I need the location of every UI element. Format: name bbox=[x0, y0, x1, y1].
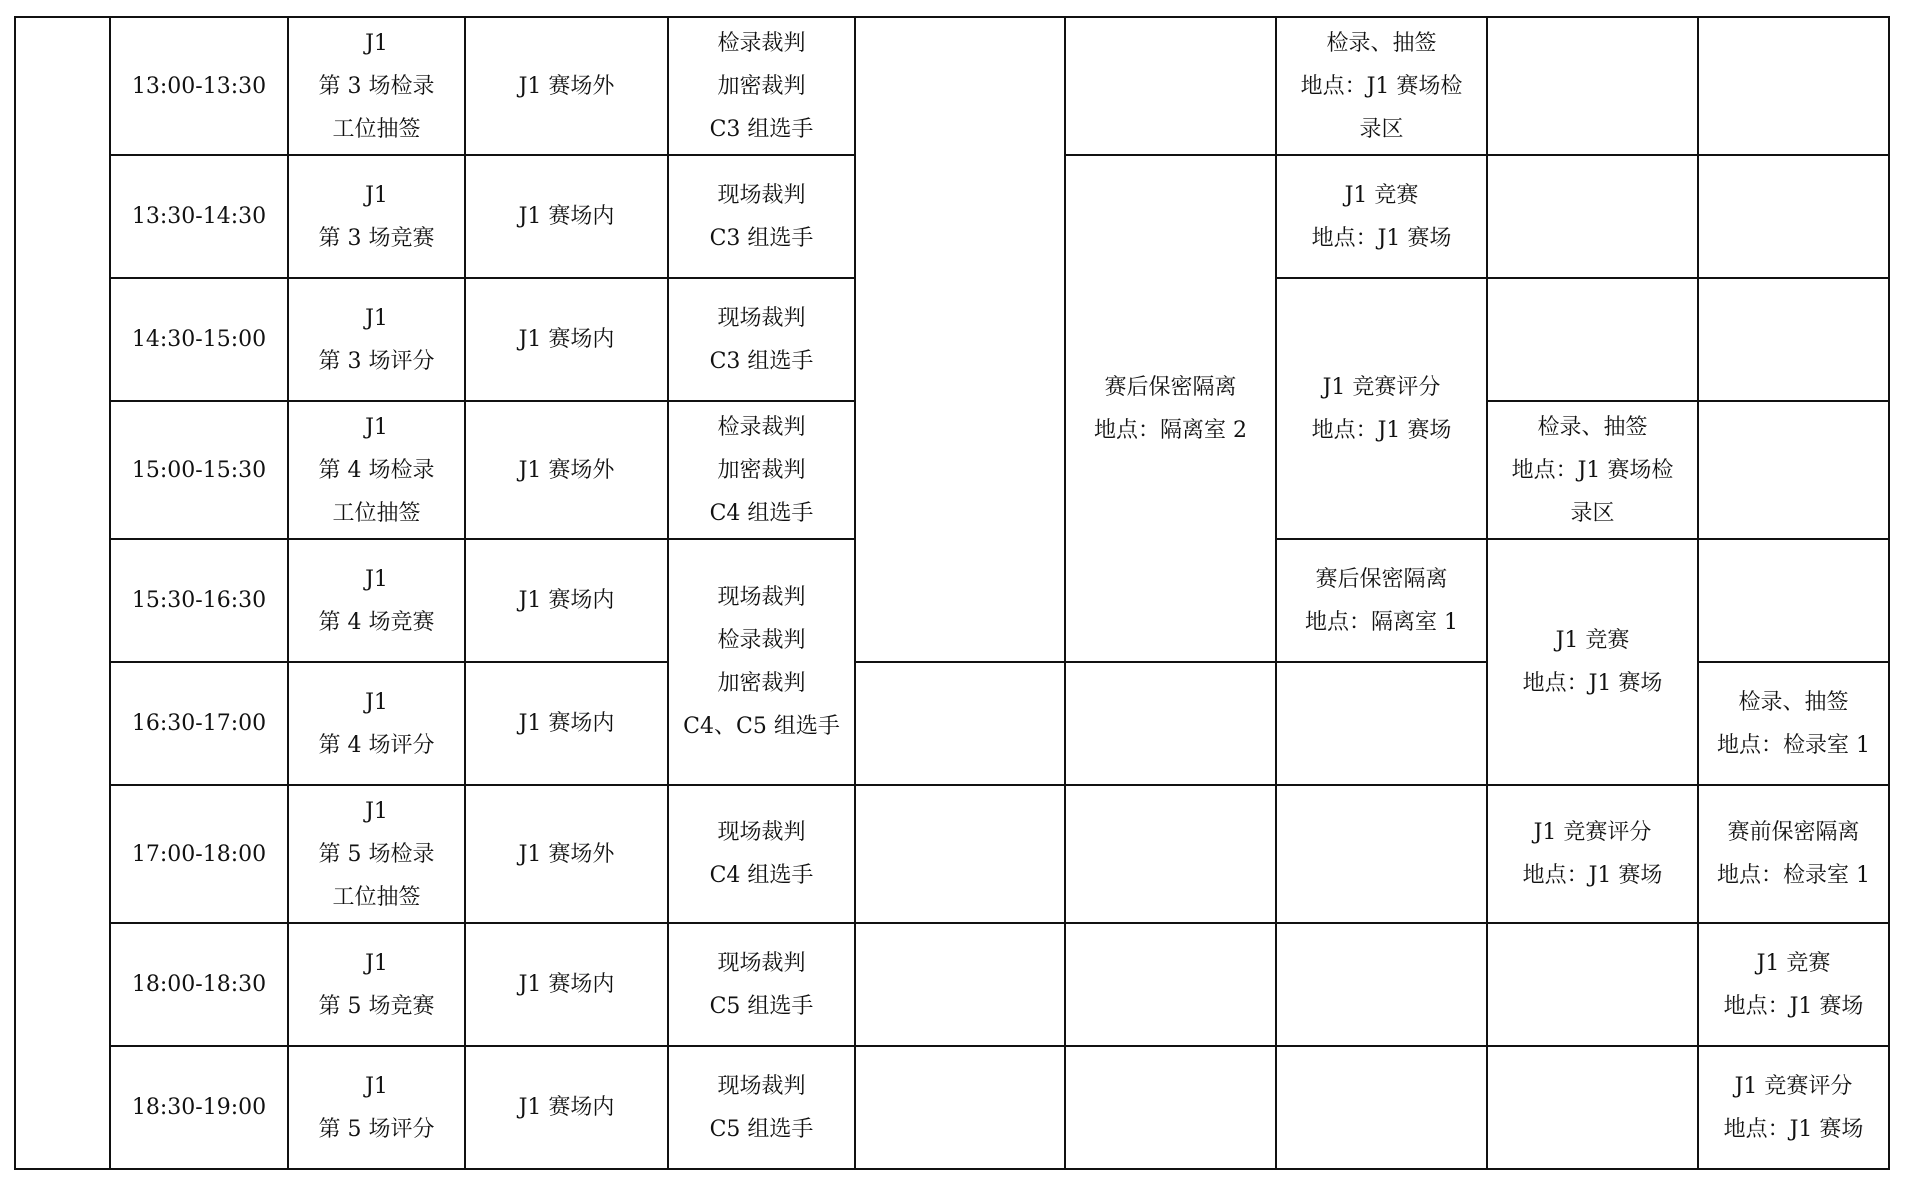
group-cell-g8 bbox=[1487, 401, 1698, 539]
group-cell-g9 bbox=[1698, 785, 1889, 923]
group-cell-g6 bbox=[1065, 923, 1276, 1046]
participants-cell bbox=[668, 17, 855, 155]
time-cell: 16:30-17:00 bbox=[110, 662, 288, 785]
activity-line: 地点：J1 赛场检 bbox=[1511, 457, 1674, 483]
group-cell-g9 bbox=[1698, 17, 1889, 155]
session-line: 工位抽签 bbox=[332, 116, 421, 142]
activity-line: 地点：J1 赛场 bbox=[1311, 225, 1452, 251]
session-line: 工位抽签 bbox=[332, 500, 421, 526]
venue-cell: J1 赛场内 bbox=[465, 662, 668, 785]
session-line: J1 bbox=[365, 414, 388, 440]
time-cell: 13:00-13:30 bbox=[110, 17, 288, 155]
group-cell-g6 bbox=[1065, 785, 1276, 923]
venue-cell: J1 赛场内 bbox=[465, 278, 668, 401]
group-cell-g8 bbox=[1487, 785, 1698, 923]
table-row bbox=[15, 785, 1889, 923]
session-line: J1 bbox=[365, 182, 388, 208]
table-row bbox=[15, 17, 1889, 155]
activity-line: 赛后保密隔离 bbox=[1104, 374, 1237, 400]
activity-line: 地点：隔离室 2 bbox=[1094, 417, 1247, 443]
activity-line: 检录、抽签 bbox=[1537, 414, 1648, 440]
activity-line: J1 竞赛 bbox=[1344, 182, 1419, 208]
session-cell bbox=[288, 401, 465, 539]
participant-line: 现场裁判 bbox=[717, 820, 806, 845]
participant-line: 现场裁判 bbox=[717, 182, 806, 208]
session-line: J1 bbox=[365, 30, 388, 56]
session-cell bbox=[288, 155, 465, 278]
participant-line: 检录裁判 bbox=[717, 30, 806, 56]
participant-line: C4 组选手 bbox=[709, 863, 814, 888]
group-cell-g8 bbox=[1487, 17, 1698, 155]
time-cell: 18:30-19:00 bbox=[110, 1046, 288, 1169]
group-cell-g8 bbox=[1487, 923, 1698, 1046]
participant-line: C5 组选手 bbox=[709, 1116, 814, 1142]
activity-line: 地点：J1 赛场 bbox=[1723, 1116, 1864, 1142]
venue-cell: J1 赛场内 bbox=[465, 155, 668, 278]
session-line: 第 3 场竞赛 bbox=[318, 225, 435, 251]
participant-line: 检录裁判 bbox=[717, 414, 806, 440]
participant-line: C3 组选手 bbox=[709, 225, 814, 251]
activity-line: 地点：J1 赛场 bbox=[1311, 417, 1452, 443]
group-cell-g6 bbox=[1065, 662, 1276, 785]
participants-cell bbox=[668, 1046, 855, 1169]
participant-line: 现场裁判 bbox=[717, 1073, 806, 1099]
participant-line: C4 组选手 bbox=[709, 500, 814, 526]
group-cell-g7 bbox=[1276, 278, 1487, 539]
participants-cell bbox=[668, 401, 855, 539]
venue-cell: J1 赛场内 bbox=[465, 539, 668, 662]
group-cell-g5 bbox=[855, 1046, 1065, 1169]
time-cell: 15:00-15:30 bbox=[110, 401, 288, 539]
session-cell bbox=[288, 923, 465, 1046]
group-cell-g9 bbox=[1698, 401, 1889, 539]
participant-line: 加密裁判 bbox=[717, 457, 806, 483]
session-line: J1 bbox=[365, 1073, 388, 1099]
activity-line: 检录、抽签 bbox=[1326, 30, 1437, 56]
activity-line: 地点：J1 赛场 bbox=[1522, 863, 1663, 888]
activity-line: J1 竞赛评分 bbox=[1322, 374, 1441, 400]
group-cell-g7 bbox=[1276, 923, 1487, 1046]
venue-cell: J1 赛场内 bbox=[465, 1046, 668, 1169]
group-cell-g9 bbox=[1698, 923, 1889, 1046]
activity-line: 赛前保密隔离 bbox=[1727, 820, 1860, 845]
group-cell-g7 bbox=[1276, 17, 1487, 155]
schedule-table bbox=[14, 16, 1890, 1170]
session-cell bbox=[288, 539, 465, 662]
session-cell bbox=[288, 1046, 465, 1169]
time-cell: 13:30-14:30 bbox=[110, 155, 288, 278]
session-line: J1 bbox=[365, 950, 388, 976]
group-cell-g7 bbox=[1276, 785, 1487, 923]
time-cell: 17:00-18:00 bbox=[110, 785, 288, 923]
participant-line: 现场裁判 bbox=[717, 950, 806, 976]
time-cell: 18:00-18:30 bbox=[110, 923, 288, 1046]
session-cell bbox=[288, 785, 465, 923]
session-line: 第 3 场评分 bbox=[318, 348, 435, 374]
group-cell-g9 bbox=[1698, 1046, 1889, 1169]
group-cell-g7 bbox=[1276, 539, 1487, 662]
group-cell-g6 bbox=[1065, 155, 1276, 662]
group-cell-g9 bbox=[1698, 539, 1889, 662]
participant-line: 检录裁判 bbox=[717, 628, 806, 653]
participant-line: 现场裁判 bbox=[717, 305, 806, 331]
group-cell-g8 bbox=[1487, 539, 1698, 785]
group-cell-g9 bbox=[1698, 155, 1889, 278]
activity-line: J1 竞赛 bbox=[1555, 628, 1630, 653]
participant-line: 加密裁判 bbox=[717, 73, 806, 99]
participants-cell bbox=[668, 923, 855, 1046]
time-cell: 15:30-16:30 bbox=[110, 539, 288, 662]
group-cell-g7 bbox=[1276, 1046, 1487, 1169]
group-cell-g7 bbox=[1276, 155, 1487, 278]
activity-line: 录区 bbox=[1570, 500, 1615, 526]
session-cell bbox=[288, 662, 465, 785]
participant-line: C5 组选手 bbox=[709, 993, 814, 1019]
group-cell-g6 bbox=[1065, 1046, 1276, 1169]
session-line: 第 5 场检录 bbox=[318, 841, 435, 867]
session-cell bbox=[288, 17, 465, 155]
group-cell-g7 bbox=[1276, 662, 1487, 785]
participant-line: C3 组选手 bbox=[709, 348, 814, 374]
group-cell-g5 bbox=[855, 923, 1065, 1046]
participants-cell bbox=[668, 539, 855, 785]
participants-cell bbox=[668, 155, 855, 278]
session-line: J1 bbox=[365, 566, 388, 592]
session-line: 第 5 场竞赛 bbox=[318, 993, 435, 1019]
group-cell-g9 bbox=[1698, 278, 1889, 401]
group-cell-g8 bbox=[1487, 1046, 1698, 1169]
session-line: 第 4 场竞赛 bbox=[318, 609, 435, 635]
table-row bbox=[15, 923, 1889, 1046]
activity-line: J1 竞赛评分 bbox=[1734, 1073, 1853, 1099]
venue-cell: J1 赛场外 bbox=[465, 17, 668, 155]
left-margin-cell bbox=[15, 17, 110, 1169]
participant-line: C3 组选手 bbox=[709, 116, 814, 142]
activity-line: 检录、抽签 bbox=[1738, 689, 1849, 715]
group-cell-g5 bbox=[855, 785, 1065, 923]
group-cell-g5 bbox=[855, 662, 1065, 785]
activity-line: 地点：J1 赛场 bbox=[1723, 993, 1864, 1019]
session-cell bbox=[288, 278, 465, 401]
participant-line: 加密裁判 bbox=[717, 671, 806, 696]
activity-line: J1 竞赛评分 bbox=[1533, 820, 1652, 845]
activity-line: J1 竞赛 bbox=[1756, 950, 1831, 976]
activity-line: 地点：J1 赛场检 bbox=[1300, 73, 1463, 99]
session-line: J1 bbox=[365, 305, 388, 331]
activity-line: 赛后保密隔离 bbox=[1315, 566, 1448, 592]
group-cell-g5 bbox=[855, 17, 1065, 662]
session-line: 工位抽签 bbox=[332, 884, 421, 910]
session-line: 第 5 场评分 bbox=[318, 1116, 435, 1142]
venue-cell: J1 赛场外 bbox=[465, 401, 668, 539]
table-row bbox=[15, 1046, 1889, 1169]
participant-line: 现场裁判 bbox=[717, 585, 806, 610]
session-line: 第 4 场检录 bbox=[318, 457, 435, 483]
activity-line: 地点：检录室 1 bbox=[1717, 863, 1870, 888]
session-line: 第 3 场检录 bbox=[318, 73, 435, 99]
activity-line: 录区 bbox=[1359, 116, 1404, 142]
activity-line: 地点：检录室 1 bbox=[1717, 732, 1870, 758]
group-cell-g9 bbox=[1698, 662, 1889, 785]
venue-cell: J1 赛场外 bbox=[465, 785, 668, 923]
session-line: 第 4 场评分 bbox=[318, 732, 435, 758]
activity-line: 地点：隔离室 1 bbox=[1305, 609, 1458, 635]
participants-cell bbox=[668, 785, 855, 923]
group-cell-g8 bbox=[1487, 155, 1698, 278]
group-cell-g8 bbox=[1487, 278, 1698, 401]
group-cell-g6 bbox=[1065, 17, 1276, 155]
session-line: J1 bbox=[365, 689, 388, 715]
activity-line: 地点：J1 赛场 bbox=[1522, 671, 1663, 696]
session-line: J1 bbox=[365, 798, 388, 824]
time-cell: 14:30-15:00 bbox=[110, 278, 288, 401]
venue-cell: J1 赛场内 bbox=[465, 923, 668, 1046]
participant-line: C4、C5 组选手 bbox=[683, 714, 840, 739]
participants-cell bbox=[668, 278, 855, 401]
